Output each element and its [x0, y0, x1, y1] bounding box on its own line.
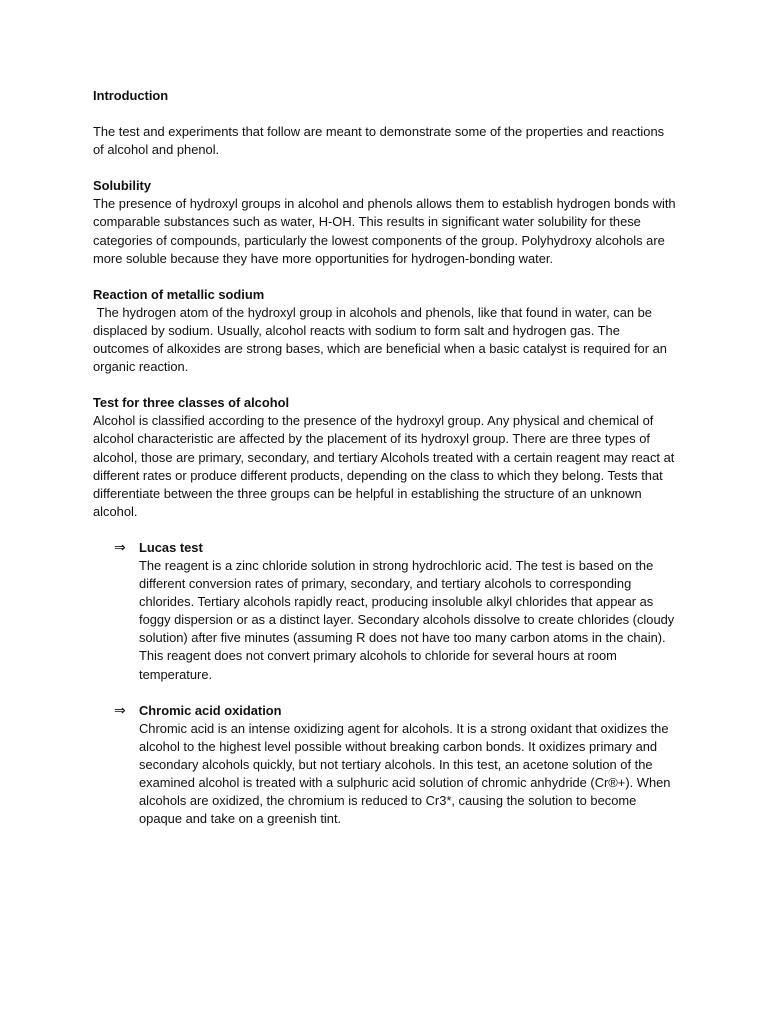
double-arrow-icon: ⇒	[114, 539, 126, 556]
bullet-chromic-acid-oxidation	[93, 702, 678, 829]
spacer	[93, 376, 678, 394]
heading-introduction: Introduction	[93, 88, 169, 103]
paragraph-lucas-test: The reagent is a zinc chloride solution in strong hydrochloric acid. The test is based on the different conversion rates of primary, secondary, and tertiary alcohols to corresponding chlorides. Tertiary alcohols rapidly react, producing insoluble alkyl chlorides that appear as foggy dispersion or as a distinct layer. Secondary alcohols dissolve to create chlorides (cloudy solution) after five minutes (assuming R does not have too many carbon atoms in the chain). This reagent does not convert primary alcohols to chloride for several hours at room temperature.	[139, 557, 675, 682]
paragraph-solubility: The presence of hydroxyl groups in alcohol and phenols allows them to establish hydrogen bonds with comparable substances such as water, H-OH. This results in significant water solubility for these categories of compounds, particularly the lowest components of the group. Polyhydroxy alcohols are more soluble because they have more opportunities for hydrogen-bonding water.	[93, 196, 676, 266]
heading-lucas-test: Lucas test	[139, 539, 203, 555]
paragraph-chromic-acid-oxidation: Chromic acid is an intense oxidizing agent for alcohols. It is a strong oxidant that oxidizes the alcohol to the highest level possible without breaking carbon bonds. It oxidizes primary and secondary alcohols quickly, but not tertiary alcohols. In this test, an acetone solution of the examined alcohol is treated with a sulphuric acid solution of chromic anhydride (Cr®+). When alcohols are oxidized, the chromium is reduced to Cr3*, causing the solution to become opaque and take on a greenish tint.	[139, 720, 671, 827]
section-metallic-sodium	[93, 286, 678, 376]
document-page	[93, 87, 678, 828]
spacer	[93, 684, 678, 702]
double-arrow-icon: ⇒	[114, 702, 126, 719]
paragraph-alcohol-classes: Alcohol is classified according to the presence of the hydroxyl group. Any physical and chemical of alcohol characteristic are affected by the placement of its hydroxyl group. There are three types of alcohol, those are primary, secondary, and tertiary Alcohols treated with a certain reagent may react at different rates or produce different products, depending on the class to which they belong. Tests that differentiate between the three groups can be helpful in establishing the structure of an unknown alcohol.	[93, 413, 675, 519]
spacer	[93, 159, 678, 177]
section-solubility	[93, 177, 678, 267]
heading-alcohol-classes: Test for three classes of alcohol	[93, 395, 290, 411]
heading-chromic-acid-oxidation: Chromic acid oxidation	[139, 702, 282, 718]
spacer	[93, 268, 678, 286]
paragraph-metallic-sodium: The hydrogen atom of the hydroxyl group in alcohols and phenols, like that found in water, can be displaced by sodium. Usually, alcohol reacts with sodium to form salt and hydrogen gas. The outcomes of alkoxides are strong bases, which are beneficial when a basic catalyst is required for an organic reaction.	[93, 304, 671, 375]
section-alcohol-classes	[93, 394, 678, 521]
spacer	[93, 105, 678, 123]
bullet-lucas-test	[93, 539, 678, 684]
heading-solubility: Solubility	[93, 178, 152, 194]
section-introduction	[93, 87, 678, 159]
heading-metallic-sodium: Reaction of metallic sodium	[93, 286, 265, 302]
paragraph-introduction: The test and experiments that follow are meant to demonstrate some of the properties and reactions of alcohol and phenol.	[93, 124, 665, 158]
spacer	[93, 521, 678, 539]
